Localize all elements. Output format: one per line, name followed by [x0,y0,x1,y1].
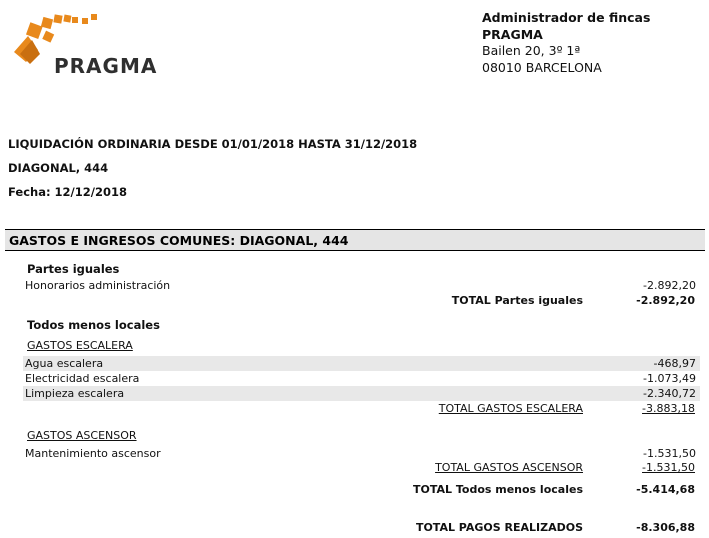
row-value: -1.073,49 [643,372,696,385]
row-value: -2.340,72 [643,387,696,400]
row-label: Mantenimiento ascensor [25,447,161,460]
subtotal-label-escalera: TOTAL GASTOS ESCALERA [438,402,583,415]
table-row [23,386,700,401]
company-name: PRAGMA [482,27,543,42]
section-title: GASTOS E INGRESOS COMUNES: DIAGONAL, 444 [9,233,349,248]
property-name: DIAGONAL, 444 [8,161,109,175]
table-row [23,371,700,386]
pragma-logo [8,10,168,78]
row-value: -2.892,20 [643,279,696,292]
row-value: -468,97 [653,357,696,370]
total-label-partes-iguales: TOTAL Partes iguales [451,294,583,307]
total-value-partes-iguales: -2.892,20 [636,294,695,307]
row-label: Honorarios administración [25,279,171,292]
grand-total-label: TOTAL PAGOS REALIZADOS [415,521,583,534]
logo-wordmark: PRAGMA [54,54,158,78]
company-address-line2: 08010 BARCELONA [482,60,602,75]
row-value: -1.531,50 [643,447,696,460]
table-row [23,446,700,461]
subgroup-heading-escalera: GASTOS ESCALERA [27,339,133,352]
company-address-line1: Bailen 20, 3º 1ª [482,43,581,58]
report-date: Fecha: 12/12/2018 [8,185,127,199]
section-header [5,229,705,251]
total-label-todos-menos-locales: TOTAL Todos menos locales [412,483,583,496]
grand-total-value: -8.306,88 [636,521,695,534]
report-title: LIQUIDACIÓN ORDINARIA DESDE 01/01/2018 HASTA 31/12/2018 [8,137,418,151]
company-role: Administrador de fincas [482,10,651,25]
row-label: Electricidad escalera [25,372,140,385]
group-heading-todos-menos-locales: Todos menos locales [27,318,160,332]
subgroup-heading-ascensor: GASTOS ASCENSOR [27,429,137,442]
row-label: Limpieza escalera [25,387,125,400]
subtotal-value-escalera: -3.883,18 [642,402,695,415]
table-row [23,278,700,293]
row-label: Agua escalera [25,357,104,370]
group-heading-partes-iguales: Partes iguales [27,262,120,276]
subtotal-value-ascensor: -1.531,50 [642,461,695,474]
subtotal-label-ascensor: TOTAL GASTOS ASCENSOR [435,461,583,474]
total-value-todos-menos-locales: -5.414,68 [636,483,695,496]
table-row [23,356,700,371]
